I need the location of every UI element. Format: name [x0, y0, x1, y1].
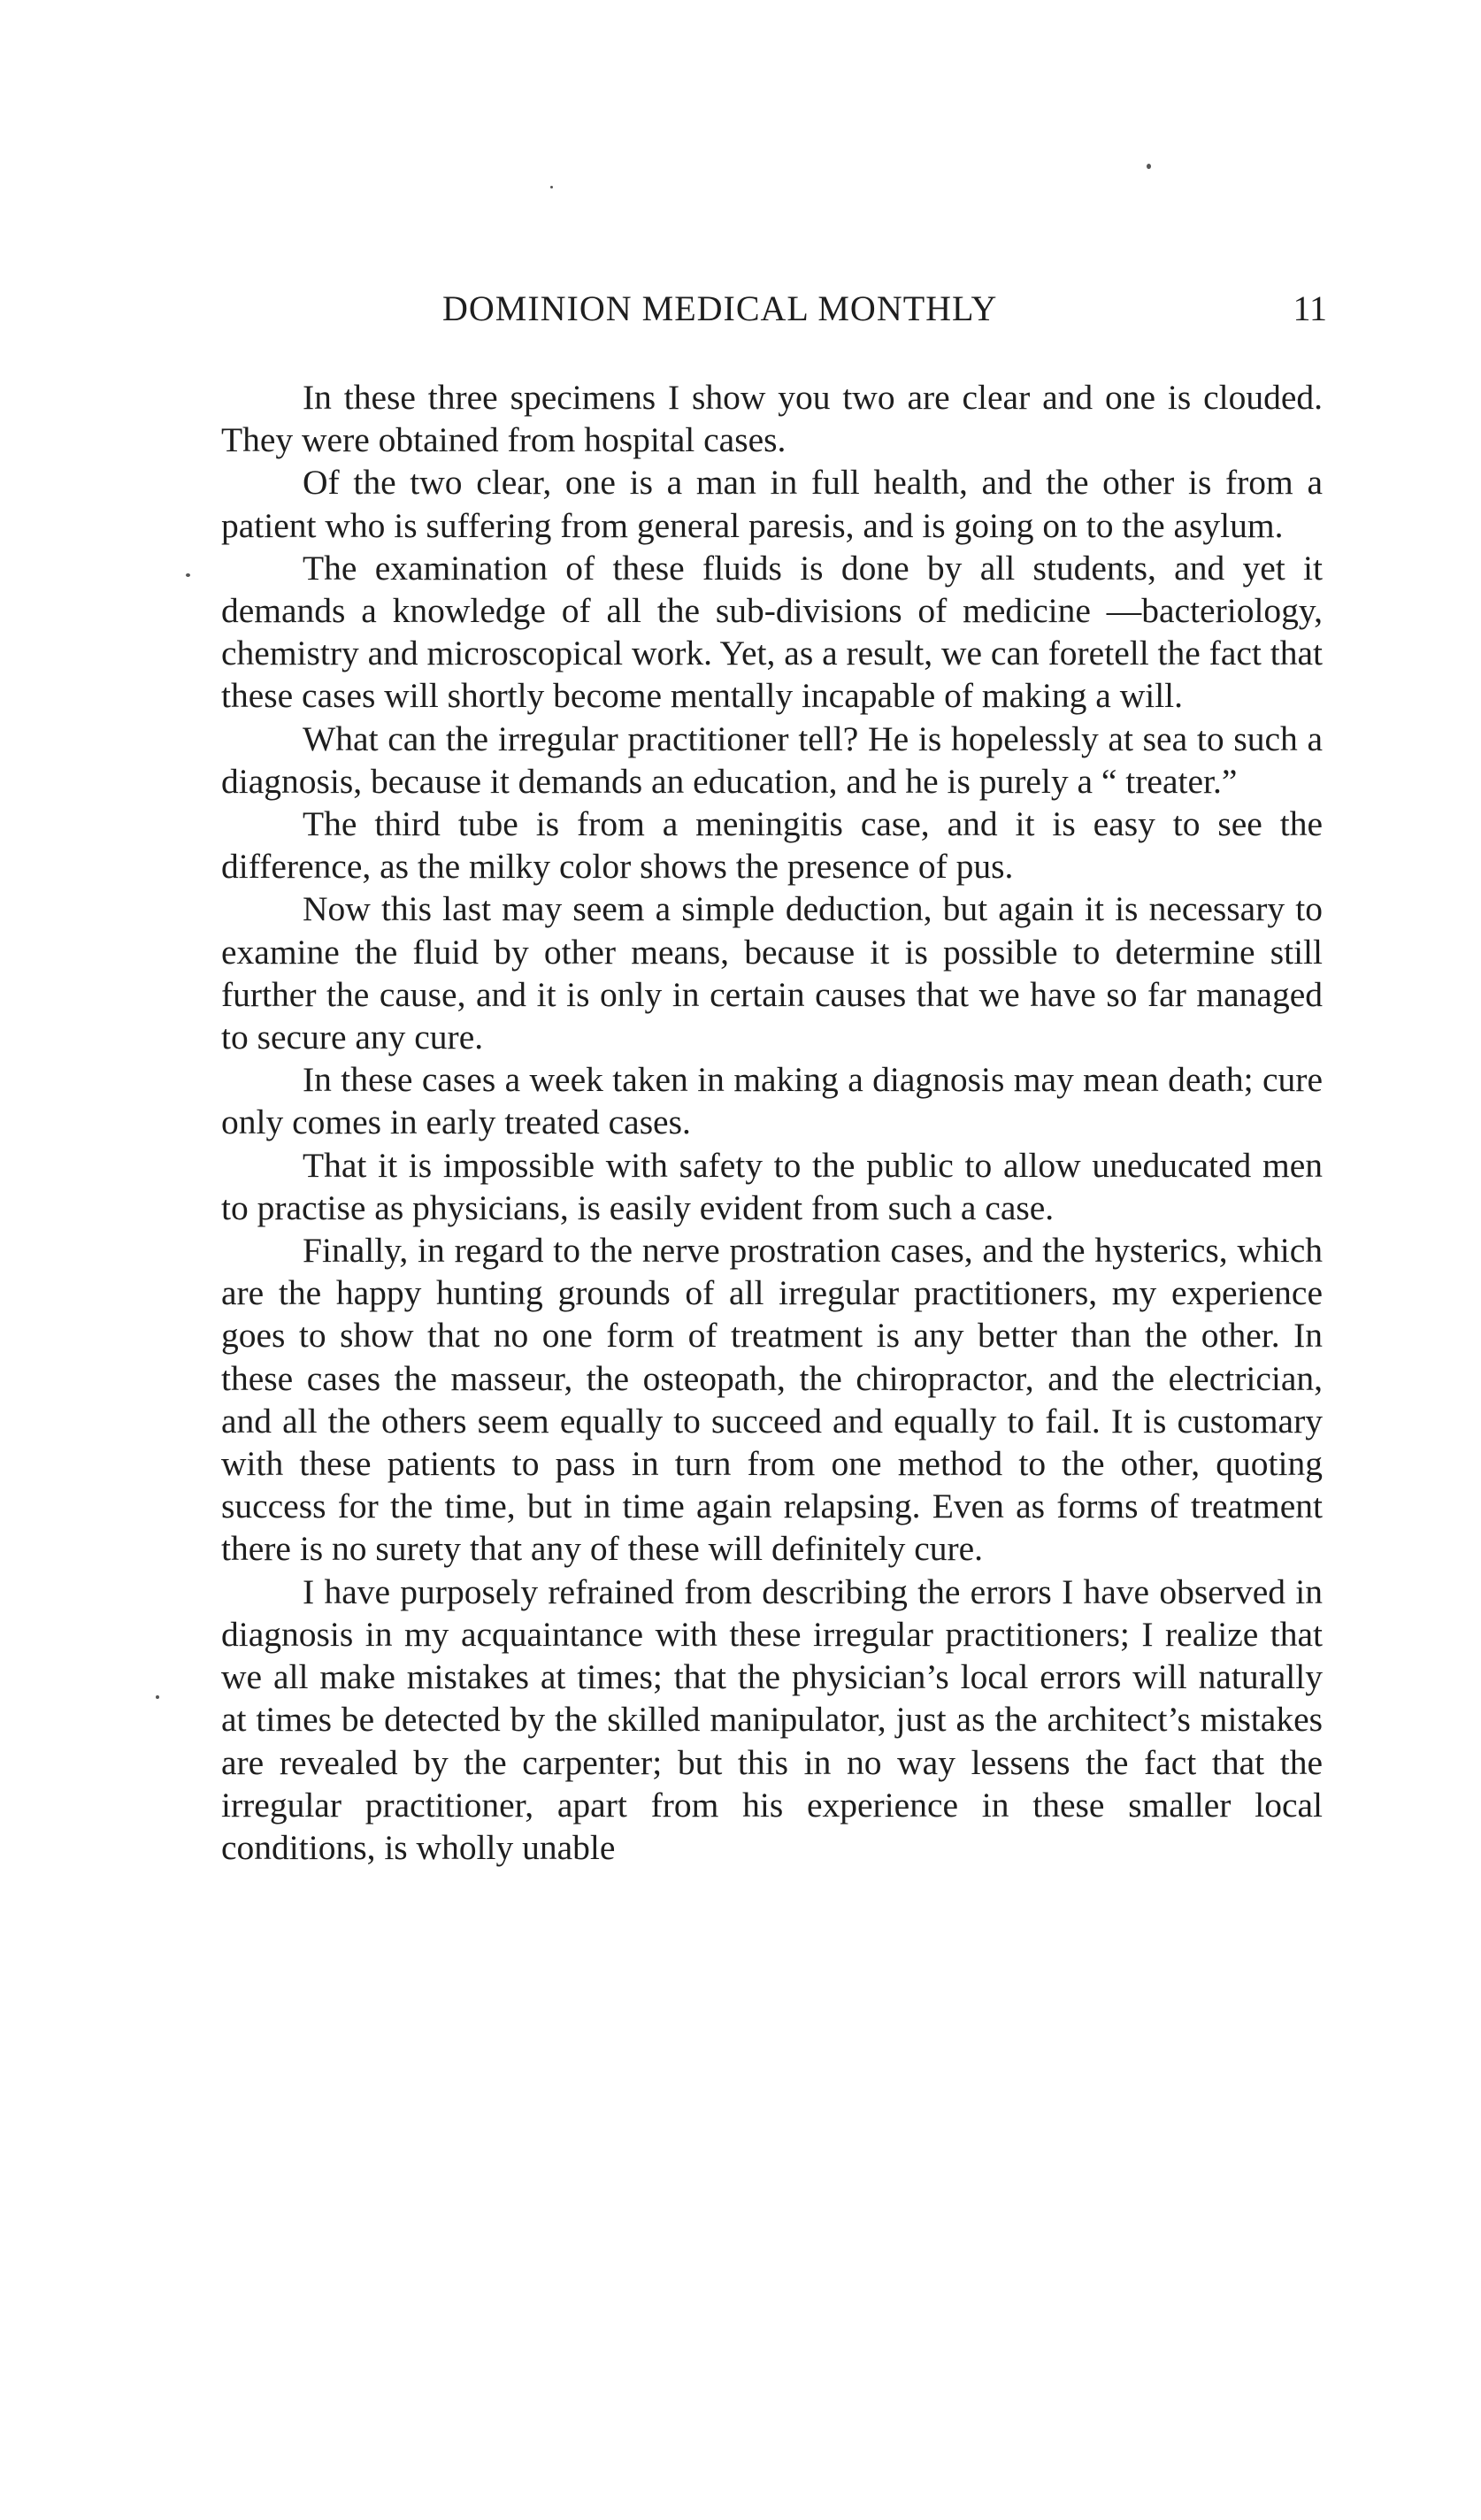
scan-speck — [186, 573, 190, 577]
scan-speck — [156, 1695, 159, 1699]
journal-title: DOMINION MEDICAL MONTHLY — [442, 288, 998, 328]
paragraph-5: The third tube is from a meningitis case, and it is easy to see the difference, as the milky color shows the presence of pus. — [221, 804, 1323, 887]
page-number: 11 — [1293, 288, 1327, 328]
paragraph-4: What can the irregular practitioner tell? He is hopelessly at sea to such a diagnosis, because it demands an education, and he is purely a “ treater.” — [221, 718, 1323, 801]
paragraph-2: Of the two clear, one is a man in full health, and the other is from a patient who is suffering from general paresis, and is going on to the asylum. — [221, 463, 1323, 545]
paragraph-8: That it is impossible with safety to the public to allow uneducated men to practise as physicians, is easily evident from such a case. — [221, 1145, 1323, 1227]
paragraph-1: In these three specimens I show you two are clear and one is clouded. They were obtained from hospital cases. — [221, 378, 1323, 460]
scan-speck — [550, 186, 553, 188]
article-body — [221, 376, 1323, 1869]
running-header — [221, 288, 1327, 341]
scan-speck — [1147, 164, 1151, 169]
paragraph-9: Finally, in regard to the nerve prostration cases, and the hysterics, which are the happy hunting grounds of all irregular practitioners, my experience goes to show that no one form of treatment is any better than the other. In these cases the masseur, the osteopath, the chiropractor, and the electrician, and all the others seem equally to succeed and equally to fail. It is customary with these patients to pass in turn from one method to the other, quoting success for the time, but in time again relapsing. Even as forms of treatment there is no surety that any of these will definitely cure. — [221, 1231, 1323, 1569]
paragraph-6: Now this last may seem a simple deduction, but again it is necessary to examine the fluid by other means, because it is possible to determine still further the cause, and it is only in certain causes that we have so far managed to secure any cure. — [221, 889, 1323, 1057]
paragraph-7: In these cases a week taken in making a diagnosis may mean death; cure only comes in early treated cases. — [221, 1060, 1323, 1142]
paragraph-10: I have purposely refrained from describing the errors I have observed in diagnosis in my acquaintance with these irregular practitioners; I realize that we all make mistakes at times; that the physician’s local errors will naturally at times be detected by the skilled manipulator, just as the architect’s mistakes are revealed by the carpenter; but this in no way lessens the fact that the irregular practitioner, apart from his experience in these smaller local conditions, is wholly unable — [221, 1571, 1323, 1867]
paragraph-3: The examination of these fluids is done by all students, and yet it demands a knowledge of all the sub-divisions of medicine —bacteriology, chemistry and microscopical work. Yet, as a result, we can foretell the fact that these cases will shortly become mentally incapable of making a will. — [221, 548, 1323, 716]
